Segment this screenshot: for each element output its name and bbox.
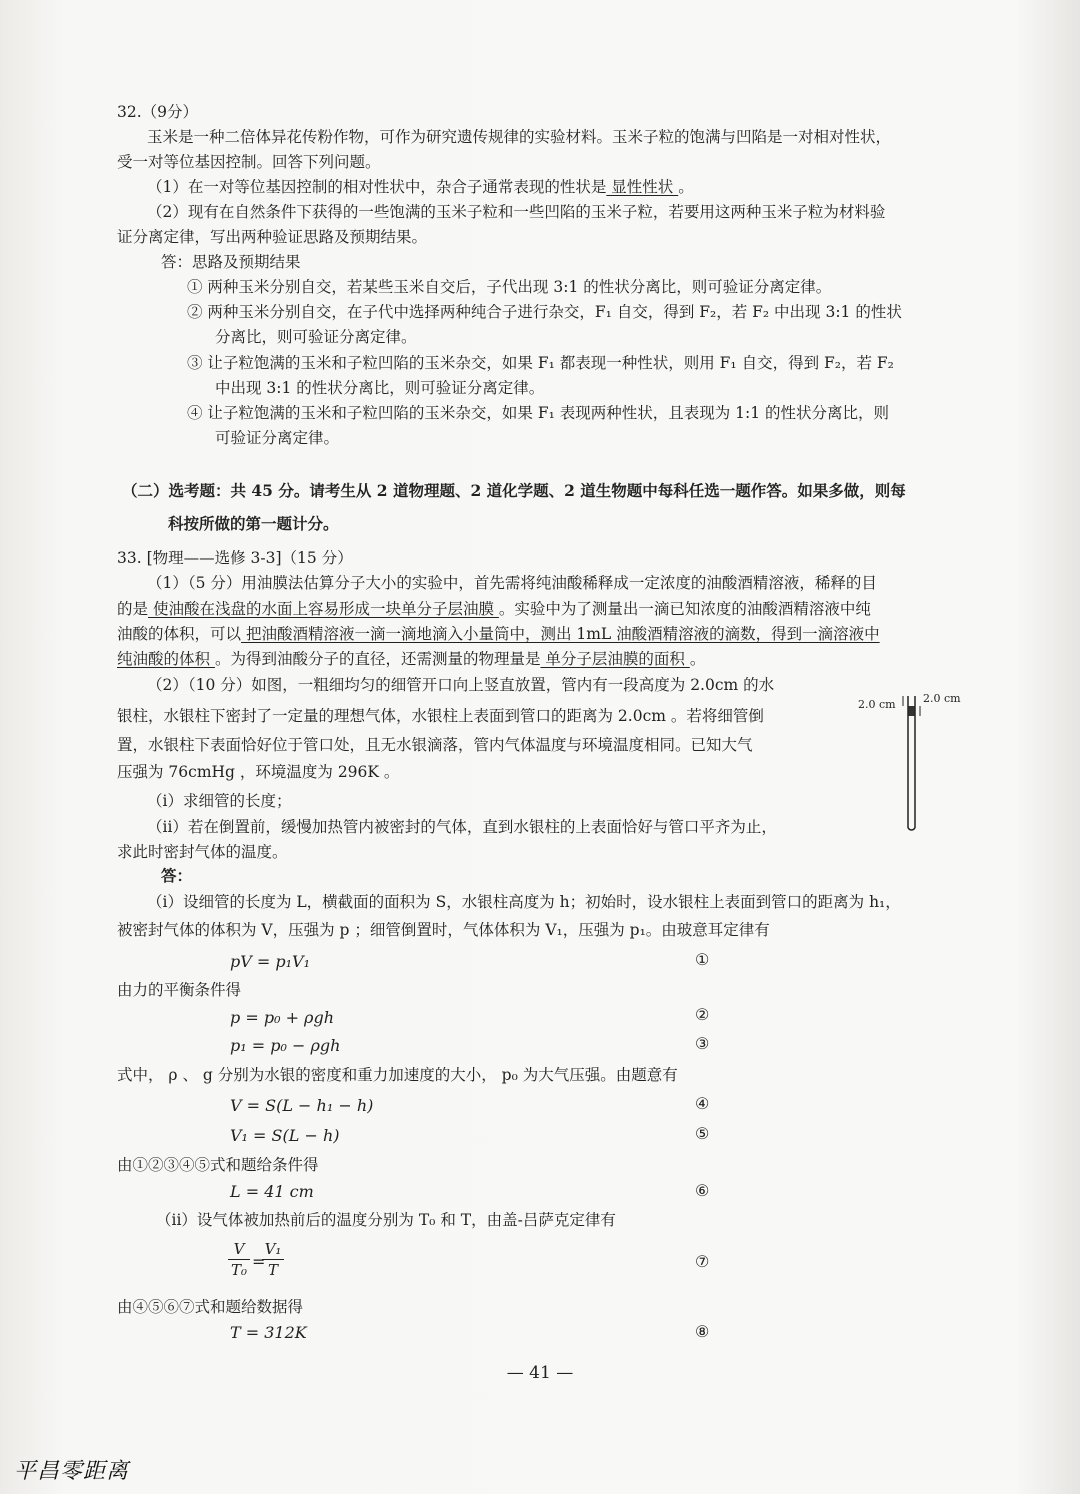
q33-part1-line4-end: 。 — [689, 650, 706, 668]
q33-answer-label: 答： — [161, 866, 193, 885]
q32-answer-4-line1: ④ 让子粒饱满的玉米和子粒凹陷的玉米杂交，如果 F₁ 表现两种性状，且表现为 1:1 的性状分离比，则 — [187, 404, 890, 422]
equation-2-number: ② — [695, 1005, 710, 1024]
equation-3: p₁ = p₀ − ρgh — [230, 1036, 341, 1055]
q33-part1-answer3: 单分子层油膜的面积 — [540, 650, 690, 668]
equation-7-right-fraction — [262, 1240, 284, 1279]
equation-1: pV = p₁V₁ — [230, 952, 310, 971]
equation-7-number: ⑦ — [695, 1252, 710, 1271]
q33-part2-line4: 压强为 76cmHg ，环境温度为 296K 。 — [117, 763, 400, 781]
equation-4-number: ④ — [695, 1094, 710, 1113]
q32-intro-line2: 受一对等位基因控制。回答下列问题。 — [117, 153, 381, 171]
equation-7-left-denominator: T₀ — [230, 1261, 248, 1279]
q33-solution-line2: 被密封气体的体积为 V，压强为 p ；细管倒置时，气体体积为 V₁，压强为 p₁。由玻意耳定律有 — [117, 921, 770, 939]
q33-part2-line3: 置，水银柱下表面恰好位于管口处，且无水银滴落，管内气体温度与环境温度相同。已知大气 — [117, 736, 753, 754]
q32-answer-2-line2: 分离比，则可验证分离定律。 — [215, 328, 417, 346]
q33-sub-ii-line1: （ii）若在倒置前，缓慢加热管内被密封的气体，直到水银柱的上表面恰好与管口平齐为止， — [147, 818, 777, 836]
q33-part1-line3 — [117, 624, 880, 644]
q33-solution-line5: 由①②③④⑤式和题给条件得 — [117, 1156, 319, 1174]
q32-answer-4-line2: 可验证分离定律。 — [215, 429, 340, 447]
q32-answer-1: ① 两种玉米分别自交，若某些玉米自交后，子代出现 3:1 的性状分离比，则可验证分离定律。 — [187, 278, 832, 296]
q32-part1-answer: 显性性状 — [606, 178, 679, 196]
equation-8: T = 312K — [230, 1323, 307, 1342]
equation-7-right-denominator: T — [267, 1261, 278, 1279]
equation-7-left-numerator: V — [233, 1240, 245, 1258]
q33-part1-line2 — [117, 599, 871, 619]
q33-solution-line7: 由④⑤⑥⑦式和题给数据得 — [117, 1298, 304, 1316]
equation-6: L = 41 cm — [230, 1182, 314, 1201]
q33-part2-line1: （2）（10 分）如图，一粗细均匀的细管开口向上竖直放置，管内有一段高度为 2.0cm 的水 — [147, 676, 775, 694]
section2-line1: （二）选考题：共 45 分。请考生从 2 道物理题、2 道化学题、2 道生物题中每科任选一题作答。如果多做，则每 — [122, 481, 906, 500]
q33-part1-answer2-end: 纯油酸的体积 — [117, 650, 215, 668]
watermark-text: 平昌零距离 — [14, 1459, 130, 1484]
q32-part1-end: 。 — [678, 178, 694, 196]
fig-label-left: 2.0 cm — [858, 698, 896, 711]
equation-5: V₁ = S(L − h) — [230, 1126, 340, 1145]
equation-7-right-numerator: V₁ — [264, 1240, 282, 1258]
q33-part1-answer1: 使油酸在浅盘的水面上容易形成一块单分子层油膜 — [148, 600, 499, 618]
equation-4: V = S(L − h₁ − h) — [230, 1096, 374, 1115]
q32-answer-heading: 答：思路及预期结果 — [161, 253, 301, 271]
q33-part1-answer2: 把油酸酒精溶液一滴一滴地滴入小量筒中，测出 1mL 油酸酒精溶液的滴数，得到一滴溶液中 — [241, 625, 880, 643]
q33-part1-line2-start: 的是 — [117, 600, 149, 618]
equation-3-number: ③ — [695, 1034, 710, 1053]
q33-sub-i: （i）求细管的长度； — [147, 792, 292, 810]
q33-solution-line4: 式中， ρ 、 g 分别为水银的密度和重力加速度的大小， p₀ 为大气压强。由题意有 — [117, 1066, 678, 1084]
q33-solution-line6: （ii）设气体被加热前后的温度分别为 T₀ 和 T，由盖-吕萨克定律有 — [156, 1211, 616, 1229]
section2-line2: 科按所做的第一题计分。 — [168, 514, 339, 533]
equation-2: p = p₀ + ρgh — [230, 1008, 335, 1027]
q33-part1-line4 — [117, 649, 705, 669]
tube-figure — [852, 686, 972, 840]
q32-intro-line1: 玉米是一种二倍体异花传粉作物，可作为研究遗传规律的实验材料。玉米子粒的饱满与凹陷是一对相对性状， — [147, 128, 892, 146]
fig-label-right: 2.0 cm — [923, 692, 961, 705]
q33-solution-line3: 由力的平衡条件得 — [117, 981, 242, 999]
q33-sub-ii-line2: 求此时密封气体的温度。 — [117, 843, 288, 861]
q32-part1 — [147, 177, 694, 197]
equation-8-number: ⑧ — [695, 1322, 710, 1341]
q32-part2-line1: （2）现有在自然条件下获得的一些饱满的玉米子粒和一些凹陷的玉米子粒，若要用这两种玉米子粒为材料验 — [147, 203, 886, 221]
q32-answer-3-line1: ③ 让子粒饱满的玉米和子粒凹陷的玉米杂交，如果 F₁ 都表现一种性状，则用 F₁ 自交，得到 F₂，若 F₂ — [187, 354, 894, 372]
q32-part2-line2: 证分离定律，写出两种验证思路及预期结果。 — [117, 228, 428, 246]
q33-header: 33. [物理——选修 3-3]（15 分） — [117, 549, 353, 567]
q33-part1-line3-start: 油酸的体积，可以 — [117, 625, 242, 643]
q33-solution-line1: （i）设细管的长度为 L，横截面的面积为 S，水银柱高度为 h；初始时，设水银柱上表面到管口的距离为 h₁， — [147, 893, 901, 911]
equation-6-number: ⑥ — [695, 1181, 710, 1200]
equation-5-number: ⑤ — [695, 1124, 710, 1143]
equation-1-number: ① — [695, 950, 710, 969]
q33-part1-line1: （1）（5 分）用油膜法估算分子大小的实验中，首先需将纯油酸稀释成一定浓度的油酸酒精溶液，稀释的目 — [147, 574, 877, 592]
q33-part1-line4-mid: 。为得到油酸分子的直径，还需测量的物理量是 — [214, 650, 541, 668]
equation-7-left-fraction — [228, 1240, 250, 1279]
tube-bottom — [908, 828, 915, 830]
equation-7-equals: = — [252, 1252, 266, 1271]
q32-part1-text: （1）在一对等位基因控制的相对性状中，杂合子通常表现的性状是 — [147, 178, 607, 196]
q32-answer-2-line1: ② 两种玉米分别自交，在子代中选择两种纯合子进行杂交，F₁ 自交，得到 F₂，若 F₂ 中出现 3:1 的性状 — [187, 303, 902, 321]
page-number: — 41 — — [506, 1363, 574, 1383]
mercury-column — [909, 706, 915, 716]
q33-part1-line2-end: 。实验中为了测量出一滴已知浓度的油酸酒精溶液中纯 — [498, 600, 871, 618]
q32-header: 32.（9分） — [117, 103, 199, 121]
q33-part2-line2: 银柱，水银柱下密封了一定量的理想气体，水银柱上表面到管口的距离为 2.0cm 。若将细管倒 — [117, 707, 764, 725]
q32-answer-3-line2: 中出现 3:1 的性状分离比，则可验证分离定律。 — [215, 379, 545, 397]
